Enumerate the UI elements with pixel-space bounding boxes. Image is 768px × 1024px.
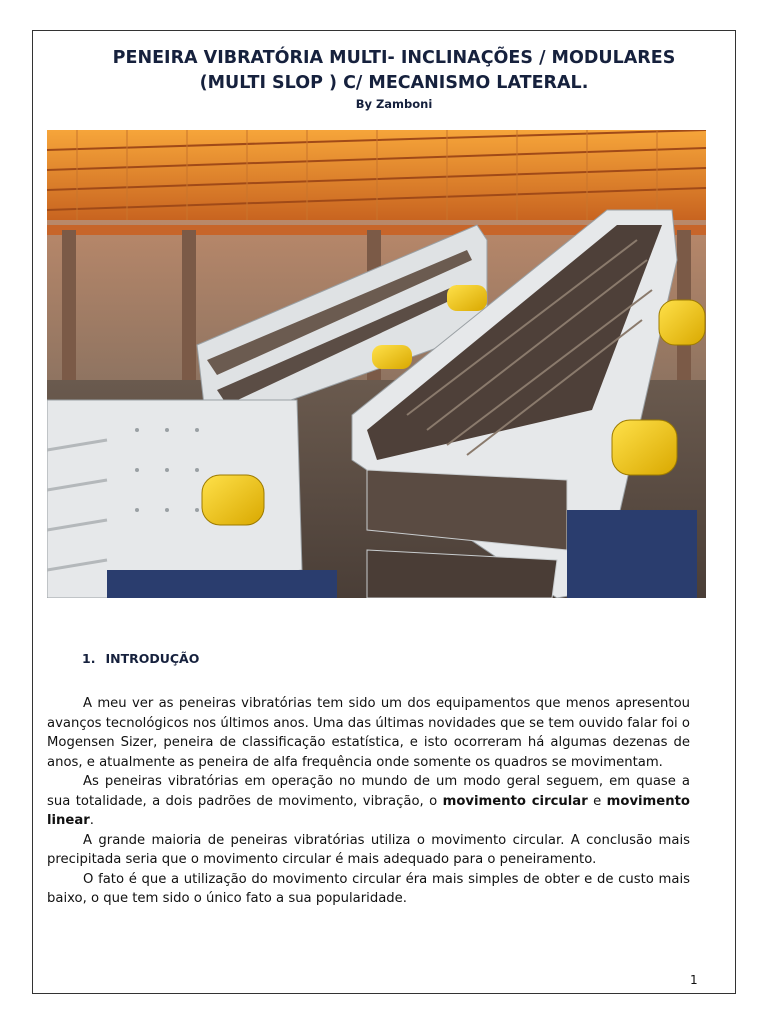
document-title [60, 46, 728, 96]
section-heading [82, 651, 199, 666]
section-title: INTRODUÇÃO [105, 651, 200, 666]
paragraph-3: A grande maioria de peneiras vibratórias utiliza o movimento circular. A conclusão mais precipitada seria que o movimento circular é mais adequado para o peneiramento. [47, 832, 690, 867]
page-number: 1 [690, 973, 698, 987]
section-number: 1. [82, 651, 96, 666]
title-line-2: (MULTI SLOP ) C/ MECANISMO LATERAL. [199, 73, 589, 93]
paragraph-1: A meu ver as peneiras vibratórias tem sido um dos equipamentos que menos apresentou avanços tecnológicos nos últimos anos. Uma das últimas novidades que se tem ouvido falar foi o Mogensen Sizer, peneira de classificação estatística, e isto ocorreram há algumas dezenas de anos, e atualmente as peneira de alfa frequência onde somente os quadros se movimentam. [47, 696, 690, 770]
paragraph-2 [47, 772, 690, 831]
title-line-1: PENEIRA VIBRATÓRIA MULTI- INCLINAÇÕES / MODULARES [112, 48, 676, 68]
paragraph-2-text-b: e [587, 793, 607, 809]
author-byline: By Zamboni [355, 97, 433, 111]
paragraph-2-text-c: . [89, 813, 94, 828]
paragraph-2-bold-linear: movimento linear [47, 793, 690, 828]
paragraph-2-bold-circular: movimento circular [442, 793, 588, 809]
body-text [47, 694, 690, 909]
paragraph-4: O fato é que a utilização do movimento circular éra mais simples de obter e de custo mais baixo, o que tem sido o único fato a sua popularidade. [47, 871, 690, 906]
paragraph-2-text-a: As peneiras vibratórias em operação no mundo de um modo geral seguem, em quase a sua totalidade, a dois padrões de movimento, vibração, o [47, 774, 690, 809]
machinery-photo [47, 130, 706, 598]
